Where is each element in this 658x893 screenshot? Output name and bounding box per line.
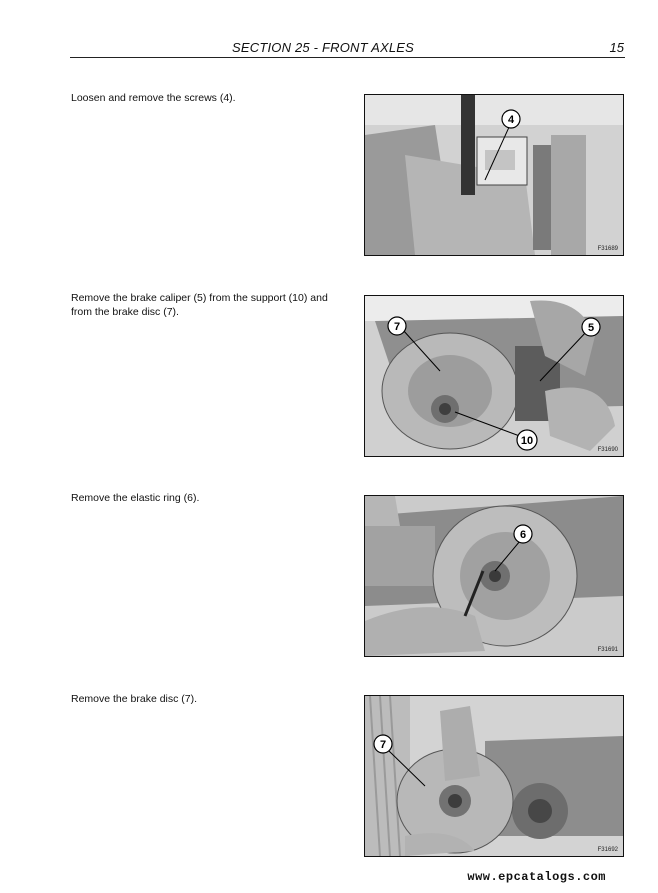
header-rule	[70, 57, 625, 58]
figure-2-photo	[364, 295, 624, 457]
figure-3-photo	[364, 495, 624, 657]
figure-code: F31689	[597, 246, 618, 252]
callout-label: 5	[587, 322, 595, 334]
figure-code: F31690	[597, 447, 618, 453]
figure-code: F31692	[597, 847, 618, 853]
callout-label: 7	[379, 739, 387, 751]
step-4-text: Remove the brake disc (7).	[71, 693, 198, 705]
callout-label: 6	[519, 529, 527, 541]
figure-2-illustration	[365, 296, 623, 456]
callout-label: 7	[393, 321, 401, 333]
figure-code: F31691	[597, 647, 618, 653]
step-1-text: Loosen and remove the screws (4).	[71, 92, 236, 104]
watermark-url: www.epcatalogs.com	[467, 870, 606, 884]
figure-4-photo	[364, 695, 624, 857]
page-number: 15	[609, 40, 624, 55]
step-2-text: Remove the brake caliper (5) from the support (10) and from the brake disc (7).	[71, 292, 328, 318]
callout-label: 4	[507, 114, 515, 126]
section-title: SECTION 25 - FRONT AXLES	[232, 40, 415, 55]
step-3-text: Remove the elastic ring (6).	[71, 492, 200, 504]
figure-1-photo	[364, 94, 624, 256]
figure-1-illustration	[365, 95, 623, 255]
callout-label: 10	[520, 435, 534, 447]
figure-3-illustration	[365, 496, 623, 656]
figure-4-illustration	[365, 696, 623, 856]
